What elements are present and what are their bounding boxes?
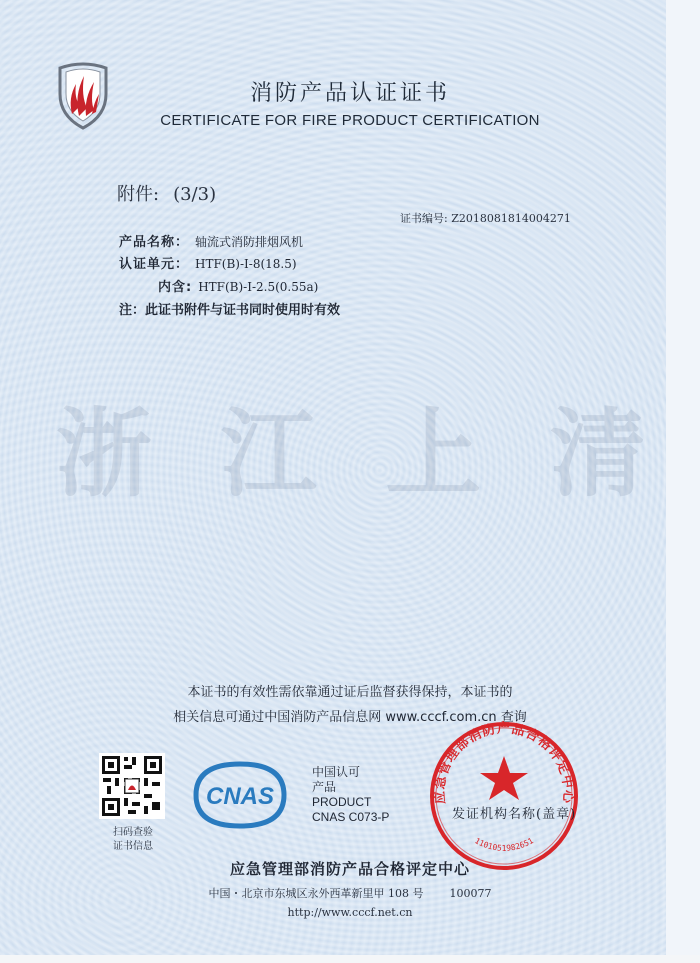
seal-caption: 发证机构名称(盖章) [452, 807, 577, 822]
star-icon [480, 756, 528, 800]
validity-statement-line1: 本证书的有效性需依靠通过证后监督获得保持，本证书的 [187, 685, 513, 700]
product-name-label: 产品名称： [119, 235, 190, 250]
certification-unit-label: 认证单元： [119, 257, 190, 272]
includes-row [158, 276, 318, 295]
issuing-organization: 应急管理部消防产品合格评定中心 [229, 860, 470, 878]
cnas-text-line1: 中国认可 [312, 765, 361, 779]
company-watermark [56, 378, 646, 515]
watermark-char: 浙 [56, 398, 152, 510]
validity-statement-line2: 相关信息可通过中国消防产品信息网 www.cccf.com.cn 查询 [173, 710, 527, 725]
svg-text:1101051982651 [473, 836, 535, 853]
certification-unit-row [119, 253, 297, 272]
certificate-number: 证书编号: Z2018081814004271 [400, 212, 571, 225]
organization-address [0, 885, 700, 901]
certification-unit-value: HTF(B)-I-8(18.5) [195, 257, 297, 271]
annex-line [117, 180, 216, 206]
cnas-logo-text: CNAS [205, 783, 275, 810]
certificate-title-en: CERTIFICATE FOR FIRE PRODUCT CERTIFICATION [160, 112, 540, 129]
postal-code: 100077 [449, 887, 492, 900]
annex-label: 附件: [117, 184, 160, 205]
seal-ring-text: 应急管理部消防产品合格评定中心 [432, 721, 576, 805]
page-edge-bottom [0, 955, 700, 963]
cnas-logo-icon [188, 758, 292, 832]
qr-code-icon [99, 753, 165, 819]
cnas-accreditation-number: CNAS C073-P [312, 810, 390, 824]
cnas-text-line3: PRODUCT [312, 795, 372, 809]
qr-label: 扫码查验 [113, 827, 153, 838]
cnas-text-line2: 产品 [312, 780, 337, 794]
annex-value: (3/3) [173, 184, 217, 205]
certificate-title-cn: 消防产品认证证书 [249, 81, 450, 106]
watermark-char: 上 [385, 398, 482, 510]
seal-number: 1101051982651 [473, 836, 535, 853]
page-edge [666, 0, 700, 963]
includes-label: 内含: [158, 280, 193, 295]
includes-value: HTF(B)-I-2.5(0.55a) [198, 280, 319, 294]
website-url: http://www.cccf.net.cn [287, 906, 413, 919]
watermark-char: 江 [220, 398, 317, 510]
watermark-char: 清 [549, 398, 646, 510]
product-name-row [119, 231, 303, 250]
qr-label-2: 证书信息 [113, 841, 153, 852]
official-seal-stamp [424, 716, 584, 876]
address-text: 中国・北京市东城区永外西革新里甲 108 号 [208, 887, 424, 900]
validity-note: 注：此证书附件与证书同时使用时有效 [119, 303, 341, 318]
product-name-value: 轴流式消防排烟风机 [195, 235, 304, 249]
